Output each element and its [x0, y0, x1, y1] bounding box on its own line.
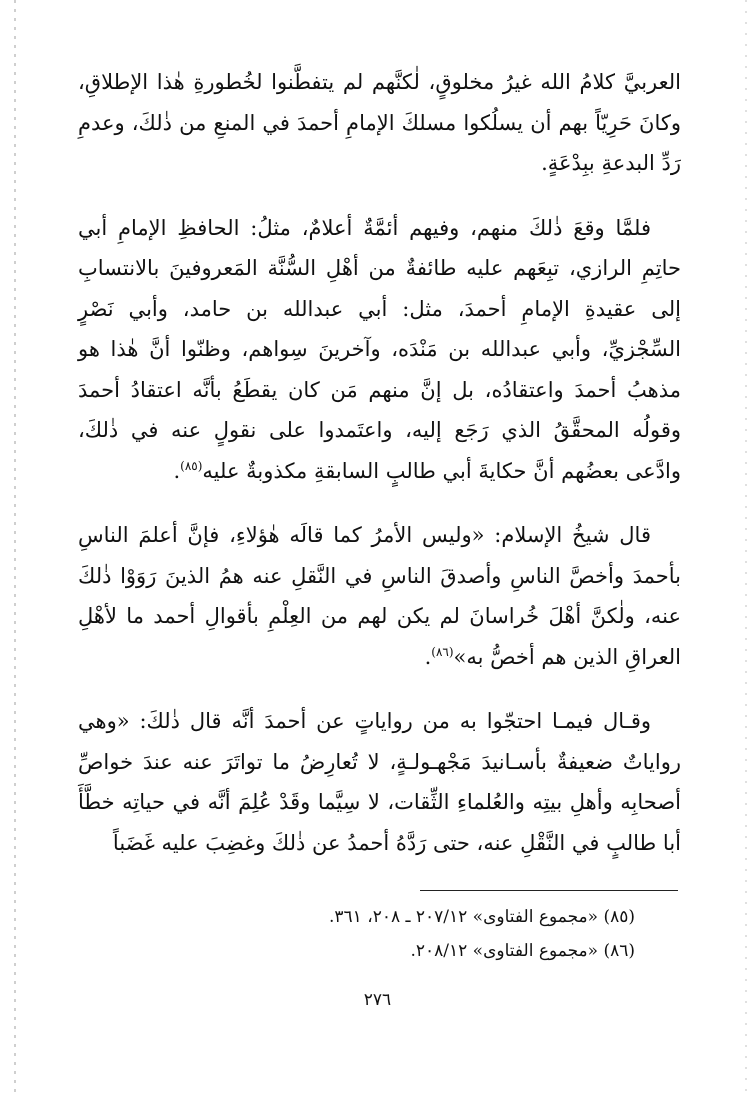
text-line: أبا طالبٍ في النَّقْلِ عنه، حتى رَدَّهُ أحمدُ عن ذٰلكَ وغضِبَ عليه غَضَباً: [112, 830, 681, 855]
sentence-end: .: [424, 644, 432, 669]
footnote-separator: [420, 890, 678, 891]
text-line: ولٰكنَّ أهْلَ خُراسانَ لم يكن لهم من العِلْمِ بأقوالِ أحمد ما لأهْلِ العراقِ: [78, 604, 681, 669]
text-line: قال شيخُ الإسلام: «وليس الأمرُ كما قالَه هٰؤلاءِ، فإنَّ أعلمَ الناسِ: [78, 523, 651, 547]
footnote-86: (٨٦) «مجموع الفتاوى» ٢٠٨/١٢.: [410, 941, 635, 961]
text-line: الذين هم أخصُّ به»: [453, 644, 619, 669]
main-text: [78, 62, 681, 863]
text-line: العربيَّ كلامُ الله غيرُ مخلوقٍ، لٰكنَّهم لم يتفطَّنوا لخُطورةِ هٰذا الإطلاقِ،: [78, 70, 681, 94]
text-line: رَدِّ البدعةِ ببِدْعَةٍ.: [541, 151, 681, 175]
scan-edge-left: [14, 0, 16, 1096]
paragraph-3: [78, 515, 681, 677]
paragraph-4: [78, 701, 681, 863]
paragraph-2: [78, 208, 681, 492]
paragraph-1: [78, 62, 681, 184]
text-line: عقيدةِ الإمامِ أحمدَ، مثل: أبي عبدالله بن حامد، وأبي نَصْرٍ السِّجْزيِّ،: [78, 296, 681, 361]
text-line: رواياتٌ ضعيفةٌ بأسـانيدَ مَجْهـولـةٍ، لا تُعارِضُ ما تواتَرَ عنه عندَ خواصِّ: [78, 749, 681, 774]
footnote-ref-86[interactable]: (٨٦): [431, 644, 454, 659]
text-line: بأحمدَ وأخصَّ الناسِ وأصدقَ الناسِ في النَّقلِ عنه همُ الذينَ رَوَوْا ذٰلكَ عنه،: [78, 563, 681, 628]
text-line: وكانَ حَرِيّاً بهم أن يسلُكوا مسلكَ الإمامِ أحمدَ في المنعِ من ذٰلكَ، وعدمِ: [78, 110, 681, 135]
sentence-end: .: [173, 458, 181, 483]
text-line: أصحابِه وأهلِ بيتِه والعُلماءِ الثِّقات، لا سِيَّما وقَدْ عُلِمَ أنَّه في حياتِه خطَّأَ: [78, 790, 681, 814]
text-line: وأبي عبدالله بن مَنْدَه، وآخرينَ سِواهم، وظنّوا أنَّ هٰذا هو مذهبُ أحمدَ: [78, 337, 681, 402]
text-line: وقـال فيمـا احتجّوا به من رواياتٍ عن أحمدَ أنَّه قال ذٰلكَ: «وهي: [78, 709, 651, 733]
footnotes: [230, 900, 635, 968]
page-number: ٢٧٦: [363, 990, 392, 1010]
footnote-ref-85[interactable]: (٨٥): [180, 458, 203, 473]
footnote-85: (٨٥) «مجموع الفتاوى» ٢٠٧/١٢ ـ ٢٠٨، ٣٦١.: [328, 907, 635, 927]
scan-edge-right: [745, 0, 747, 1096]
text-line: واعتقادُه، بل إنَّ منهم مَن كان يقطَعُ بأنَّه اعتقادُ أحمدَ وقولُه المحقَّقُ الذي: [78, 377, 681, 442]
text-line: أبي طالبٍ السابقةِ مكذوبةٌ عليه: [202, 458, 472, 483]
text-line: رَجَع إليه، واعتَمدوا على نقولٍ عنه في ذٰلكَ، وادَّعى بعضُهم أنَّ حكايةَ: [78, 418, 681, 483]
text-line: فلمَّا وقعَ ذٰلكَ منهم، وفيهم أئمَّةٌ أعلامٌ، مثلُ: الحافظِ الإمامِ أبي: [78, 215, 651, 240]
text-line: حاتِمِ الرازي، تبِعَهم عليه طائفةٌ من أهْلِ السُّنَّة المَعروفينَ بالانتسابِ إلى: [78, 256, 681, 321]
